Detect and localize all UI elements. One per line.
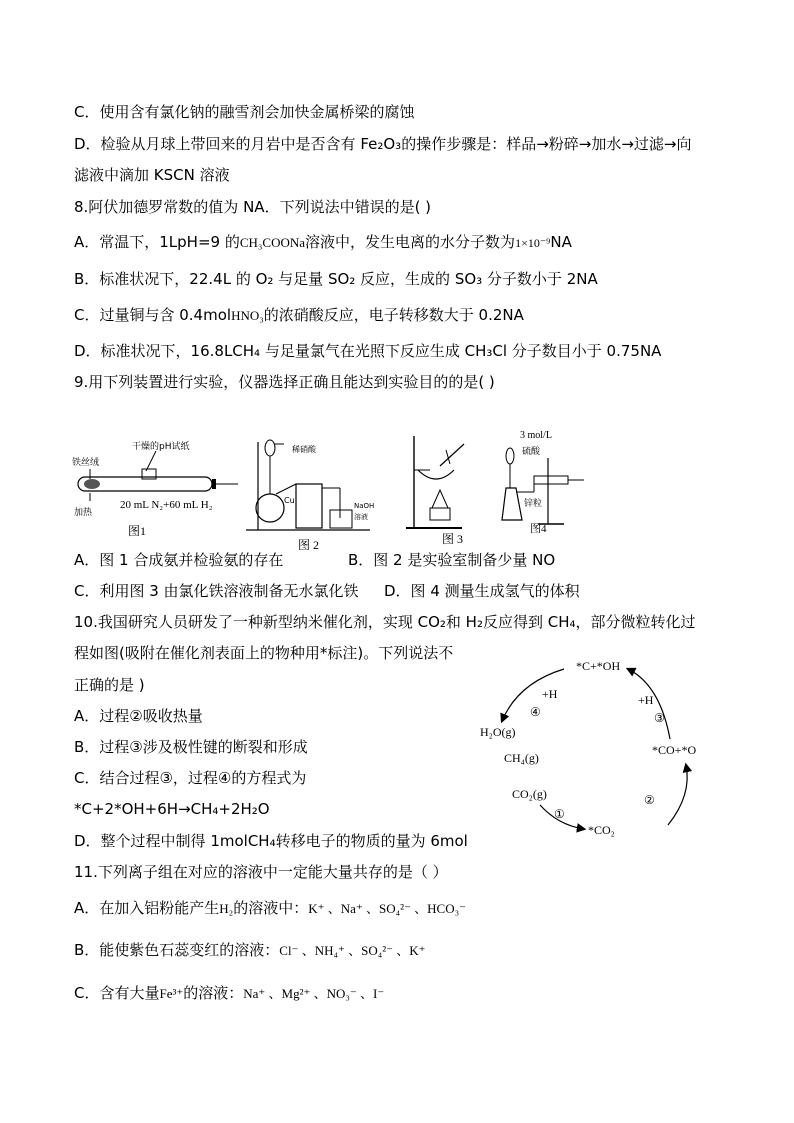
- q10-option-c: C．结合过程③，过程④的方程式为: [74, 769, 307, 787]
- q8-option-a-post: NA: [550, 233, 572, 251]
- q11-option-a-gas: H₂: [219, 901, 234, 916]
- fig2-label-naoh: NaOH: [354, 502, 375, 510]
- cycle-step-4: ④: [530, 705, 541, 719]
- q10-stem-line2: 程如图(吸附在催化剂表面上的物种用*标注)。下列说法不: [74, 644, 454, 662]
- q9-option-b: B．图 2 是实验室制备少量 NO: [348, 551, 556, 569]
- fig1-apparatus-drawing: [70, 435, 240, 540]
- q11-option-c-mid: 的溶液：: [183, 984, 244, 1002]
- cycle-co2-adsorbed: *CO₂: [588, 823, 615, 837]
- q11-option-a-pre: A．在加入铝粉能产生: [74, 899, 220, 917]
- q8-option-c-pre: C．过量铜与含 0.4mol: [74, 306, 232, 324]
- fig1-label-gas: 20 mL N₂+60 mL H₂: [120, 499, 213, 511]
- q11-option-c-pre: C．含有大量: [74, 984, 160, 1002]
- q11-stem: 11.下列离子组在对应的溶液中一定能大量共存的是（ ）: [74, 863, 448, 881]
- cycle-h-left: +H: [542, 687, 558, 701]
- q8-option-a-pre: A．常温下，1LpH=9 的: [74, 233, 240, 251]
- q8-stem: 8.阿伏加德罗常数的值为 NA．下列说法中错误的是( ): [74, 198, 432, 216]
- cycle-co-o: *CO+*O: [652, 743, 697, 757]
- q9-option-c: C．利用图 3 由氯化铁溶液制备无水氯化铁: [74, 582, 359, 600]
- cycle-ch4: CH₄(g): [504, 751, 539, 765]
- figure-1: [70, 435, 240, 540]
- q8-option-c-chem: HNO₃: [231, 308, 264, 323]
- q10-option-a: A．过程②吸收热量: [74, 707, 203, 725]
- fig1-caption: 图1: [128, 524, 147, 538]
- q11-option-c: [74, 983, 384, 1004]
- cycle-top-species: *C+*OH: [576, 659, 621, 673]
- q10-stem-line1: 10.我国研究人员研发了一种新型纳米催化剂，实现 CO₂和 H₂反应得到 CH₄，部分微粒转化过: [74, 613, 696, 631]
- fig3-caption: 图 3: [442, 532, 464, 546]
- q11-option-c-ions: Na⁺ 、Mg²⁺ 、NO₃⁻ 、I⁻: [243, 986, 385, 1001]
- fig4-label-zinc: 锌粒: [524, 499, 543, 509]
- figure-3: [400, 430, 490, 545]
- q11-option-b: [74, 940, 426, 961]
- fig1-label-ph-paper: 干燥的pH试纸: [132, 442, 190, 452]
- q9-stem: 9.用下列装置进行实验，仪器选择正确且能达到实验目的的是( ): [74, 373, 495, 391]
- cycle-step-3: ③: [654, 711, 665, 725]
- q9-option-a: A．图 1 合成氨并检验氨的存在: [74, 551, 284, 569]
- fig1-label-heat: 加热: [74, 508, 93, 518]
- figure-2: [244, 432, 375, 554]
- q8-option-a: [74, 232, 572, 253]
- q8-option-a-num: 1×10⁻⁹: [515, 236, 551, 250]
- cycle-step-1: ①: [554, 807, 565, 821]
- q11-option-a: [74, 898, 466, 919]
- fig4-label-acid: 硫酸: [522, 447, 541, 457]
- reaction-cycle-diagram: [478, 655, 718, 845]
- cycle-step-2: ②: [644, 793, 655, 807]
- cycle-h-right: +H: [638, 693, 654, 707]
- cycle-co2-gas: CO₂(g): [512, 787, 547, 801]
- fig1-label-iron-wool: 铁丝绒: [72, 458, 100, 468]
- figure-4: [494, 428, 594, 538]
- q10-option-d: D．整个过程中制得 1molCH₄转移电子的物质的量为 6mol: [74, 832, 468, 850]
- fig4-caption: 图4: [530, 523, 547, 535]
- q11-option-c-fe: Fe³⁺: [159, 986, 184, 1001]
- fig4-apparatus-drawing: [494, 428, 594, 524]
- q11-option-a-ions: K⁺ 、Na⁺ 、SO₄²⁻ 、HCO₃⁻: [308, 901, 466, 916]
- fig2-caption: 图 2: [298, 538, 320, 552]
- q7-option-d-line1: D．检验从月球上带回来的月岩中是否含有 Fe₂O₃的操作步骤是：样品→粉碎→加水→过滤→向: [74, 135, 692, 153]
- q10-option-c-equation: *C+2*OH+6H→CH₄+2H₂O: [74, 800, 270, 818]
- q8-option-b: B．标准状况下，22.4L 的 O₂ 与足量 SO₂ 反应，生成的 SO₃ 分子数小于 2NA: [74, 270, 598, 288]
- fig3-apparatus-drawing: [400, 430, 490, 530]
- q9-option-d: D．图 4 测量生成氢气的体积: [384, 582, 580, 600]
- q8-option-c-post: 的浓硝酸反应，电子转移数大于 0.2NA: [263, 306, 524, 324]
- q8-option-c: [74, 305, 524, 326]
- q11-option-b-ions: Cl⁻ 、NH₄⁺ 、SO₄²⁻ 、K⁺: [279, 943, 426, 958]
- q8-option-a-chem: CH₃COONa: [239, 235, 306, 250]
- q10-stem-line3: 正确的是 ): [74, 676, 145, 694]
- fig2-label-metal: Cu: [284, 496, 295, 505]
- q8-option-a-mid: 溶液中，发生电离的水分子数为: [305, 233, 516, 251]
- q11-option-a-mid: 的溶液中：: [233, 899, 309, 917]
- fig2-label-acid: 稀硝酸: [292, 445, 316, 454]
- fig2-label-solution: 溶液: [354, 513, 368, 521]
- q7-option-c: C．使用含有氯化钠的融雪剂会加快金属桥梁的腐蚀: [74, 103, 415, 121]
- cycle-h2o: H₂O(g): [480, 725, 516, 739]
- fig4-label-conc: 3 mol/L: [520, 430, 552, 441]
- q8-option-d: D．标准状况下，16.8LCH₄ 与足量氯气在光照下反应生成 CH₃Cl 分子数目小于 0.75NA: [74, 342, 662, 360]
- q7-option-d-line2: 滤液中滴加 KSCN 溶液: [74, 166, 230, 184]
- q11-option-b-pre: B．能使紫色石蕊变红的溶液：: [74, 941, 280, 959]
- q10-option-b: B．过程③涉及极性键的断裂和形成: [74, 738, 308, 756]
